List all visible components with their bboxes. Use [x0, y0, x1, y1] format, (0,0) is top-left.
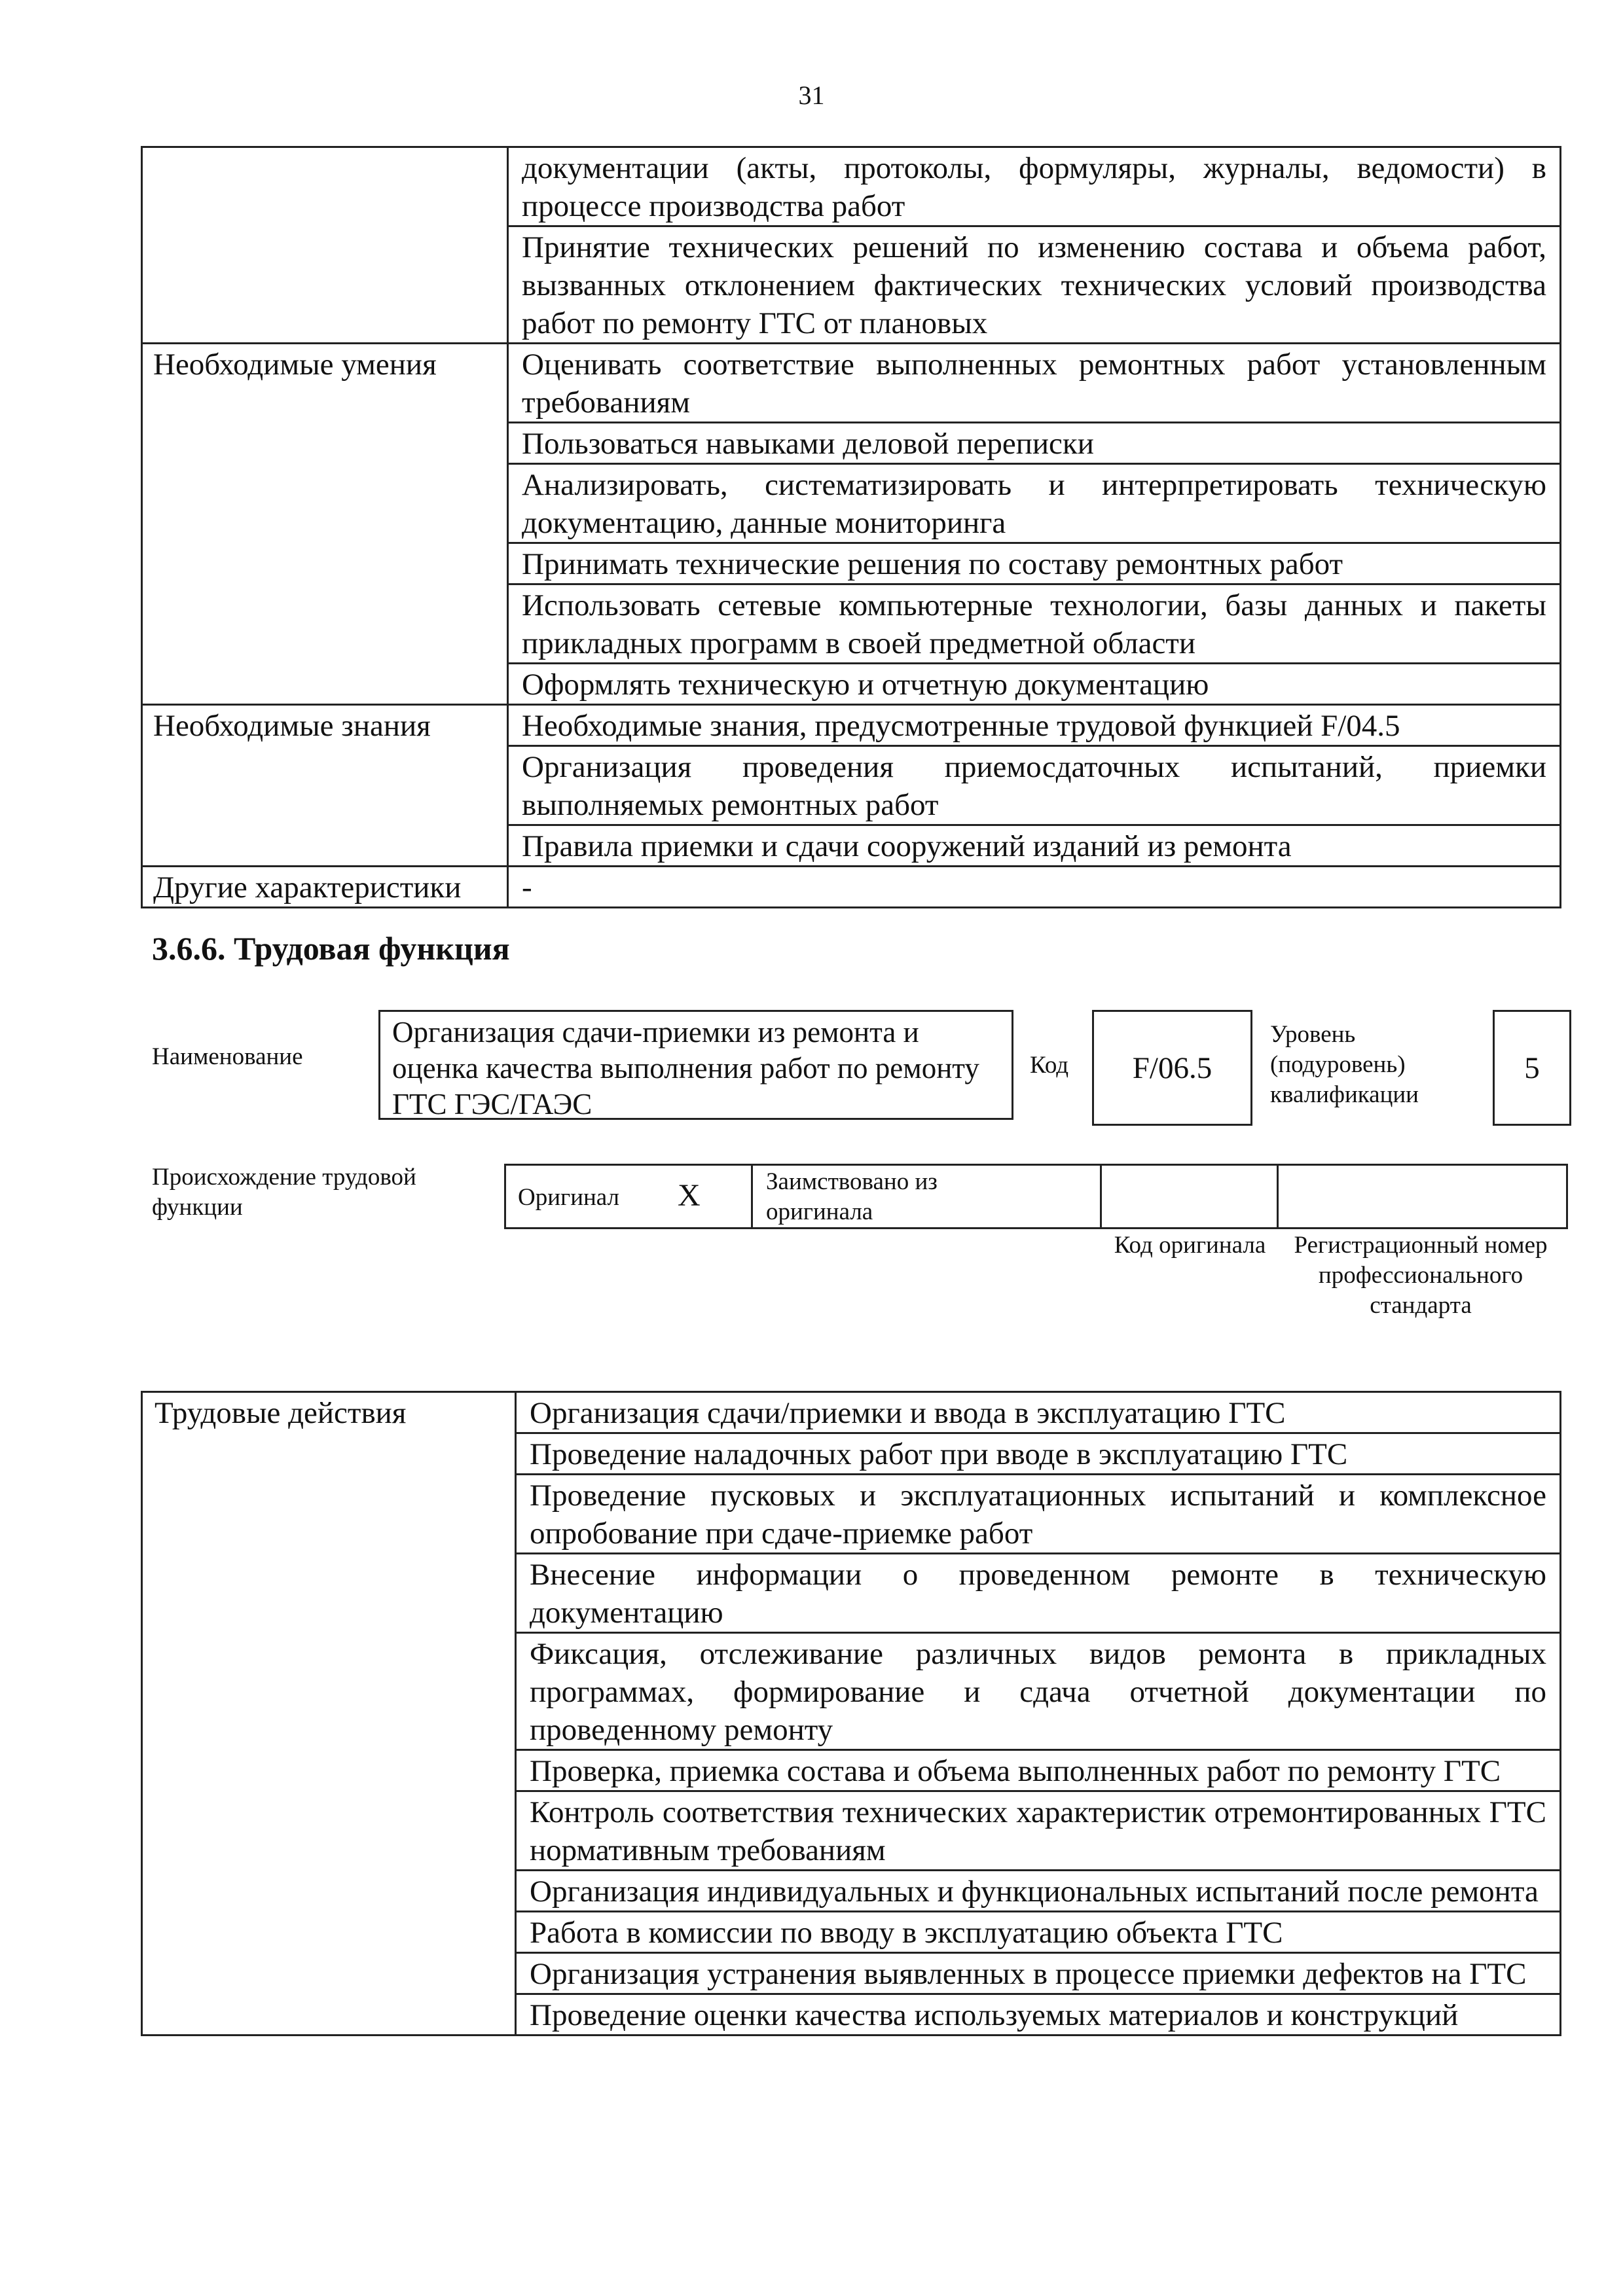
table-cell: Работа в комиссии по вводу в эксплуатацию объекта ГТС [516, 1912, 1561, 1953]
row-label-skills: Необходимые умения [142, 344, 508, 705]
level-label: Уровень (подуровень) квалификации [1270, 1021, 1419, 1108]
reg-number-cell [1277, 1164, 1568, 1229]
table-row [142, 147, 1561, 226]
original-code-cell [1100, 1164, 1279, 1229]
table-row [142, 344, 1561, 423]
row-label-actions: Трудовые действия [142, 1392, 516, 2036]
code-value-box [1092, 1010, 1252, 1126]
level-value-box [1493, 1010, 1571, 1126]
original-code-caption: Код оригинала [1114, 1232, 1266, 1259]
table-cell: Организация сдачи/приемки и ввода в эксплуатацию ГТС [516, 1392, 1561, 1433]
level-value: 5 [1524, 1050, 1540, 1085]
code-value: F/06.5 [1132, 1050, 1213, 1085]
origin-original-cell [504, 1164, 753, 1229]
table-cell: Проверка, приемка состава и объема выполненных работ по ремонту ГТС [516, 1750, 1561, 1791]
table-cell: Правила приемки и сдачи сооружений изданий из ремонта [508, 825, 1561, 867]
table-cell: Необходимые знания, предусмотренные трудовой функцией F/04.5 [508, 705, 1561, 746]
table-cell: Организация проведения приемосдаточных испытаний, приемки выполняемых ремонтных работ [508, 746, 1561, 825]
borrowed-label: Заимствовано из оригинала [766, 1168, 938, 1225]
original-mark: X [678, 1178, 701, 1213]
table-cell: Проведение пусковых и эксплуатационных испытаний и комплексное опробование при сдаче-приемке работ [516, 1475, 1561, 1554]
labor-actions-table [141, 1391, 1561, 2036]
table-cell: Пользоваться навыками деловой переписки [508, 423, 1561, 464]
origin-label: Происхождение трудовой функции [152, 1164, 416, 1221]
table-cell: Анализировать, систематизировать и интерпретировать техническую документацию, данные мониторинга [508, 464, 1561, 543]
origin-borrowed-cell [751, 1164, 1102, 1229]
table-cell: Внесение информации о проведенном ремонте в техническую документацию [516, 1554, 1561, 1633]
table-cell: Контроль соответствия технических характеристик отремонтированных ГТС нормативным требованиям [516, 1791, 1561, 1871]
table-cell: Оформлять техническую и отчетную документацию [508, 664, 1561, 705]
page-number: 31 [798, 81, 825, 110]
row-label [142, 147, 508, 344]
table-cell: Использовать сетевые компьютерные технологии, базы данных и пакеты прикладных программ в своей предметной области [508, 584, 1561, 664]
table-row [142, 1392, 1561, 1433]
name-value: Организация сдачи-приемки из ремонта и оценка качества выполнения работ по ремонту ГТС ГЭС/ГАЭС [392, 1016, 979, 1121]
name-value-box [378, 1010, 1013, 1120]
section-heading: 3.6.6. Трудовая функция [152, 930, 510, 967]
table-cell: Организация устранения выявленных в процессе приемки дефектов на ГТС [516, 1953, 1561, 1994]
table-cell: Фиксация, отслеживание различных видов ремонта в прикладных программах, формирование и сдача отчетной документации по проведенному ремонту [516, 1633, 1561, 1750]
table-row [142, 867, 1561, 908]
table-cell: Проведение оценки качества используемых материалов и конструкций [516, 1994, 1561, 2036]
table-cell: Организация индивидуальных и функциональных испытаний после ремонта [516, 1871, 1561, 1912]
row-label-knowledge: Необходимые знания [142, 705, 508, 867]
table-cell: документации (акты, протоколы, формуляры, журналы, ведомости) в процессе производства работ [508, 147, 1561, 226]
name-label: Наименование [152, 1043, 303, 1070]
table-cell: Проведение наладочных работ при вводе в эксплуатацию ГТС [516, 1433, 1561, 1475]
table-row [142, 705, 1561, 746]
table-cell: Оценивать соответствие выполненных ремонтных работ установленным требованиям [508, 344, 1561, 423]
requirements-table [141, 146, 1561, 908]
original-label: Оригинал [518, 1184, 620, 1211]
table-cell: - [508, 867, 1561, 908]
table-cell: Принятие технических решений по изменению состава и объема работ, вызванных отклонением фактических технических условий производства работ по ремонту ГТС от плановых [508, 226, 1561, 344]
table-cell: Принимать технические решения по составу ремонтных работ [508, 543, 1561, 584]
reg-number-caption: Регистрационный номер профессионального стандарта [1294, 1232, 1548, 1319]
row-label-other: Другие характеристики [142, 867, 508, 908]
code-label: Код [1030, 1052, 1069, 1079]
